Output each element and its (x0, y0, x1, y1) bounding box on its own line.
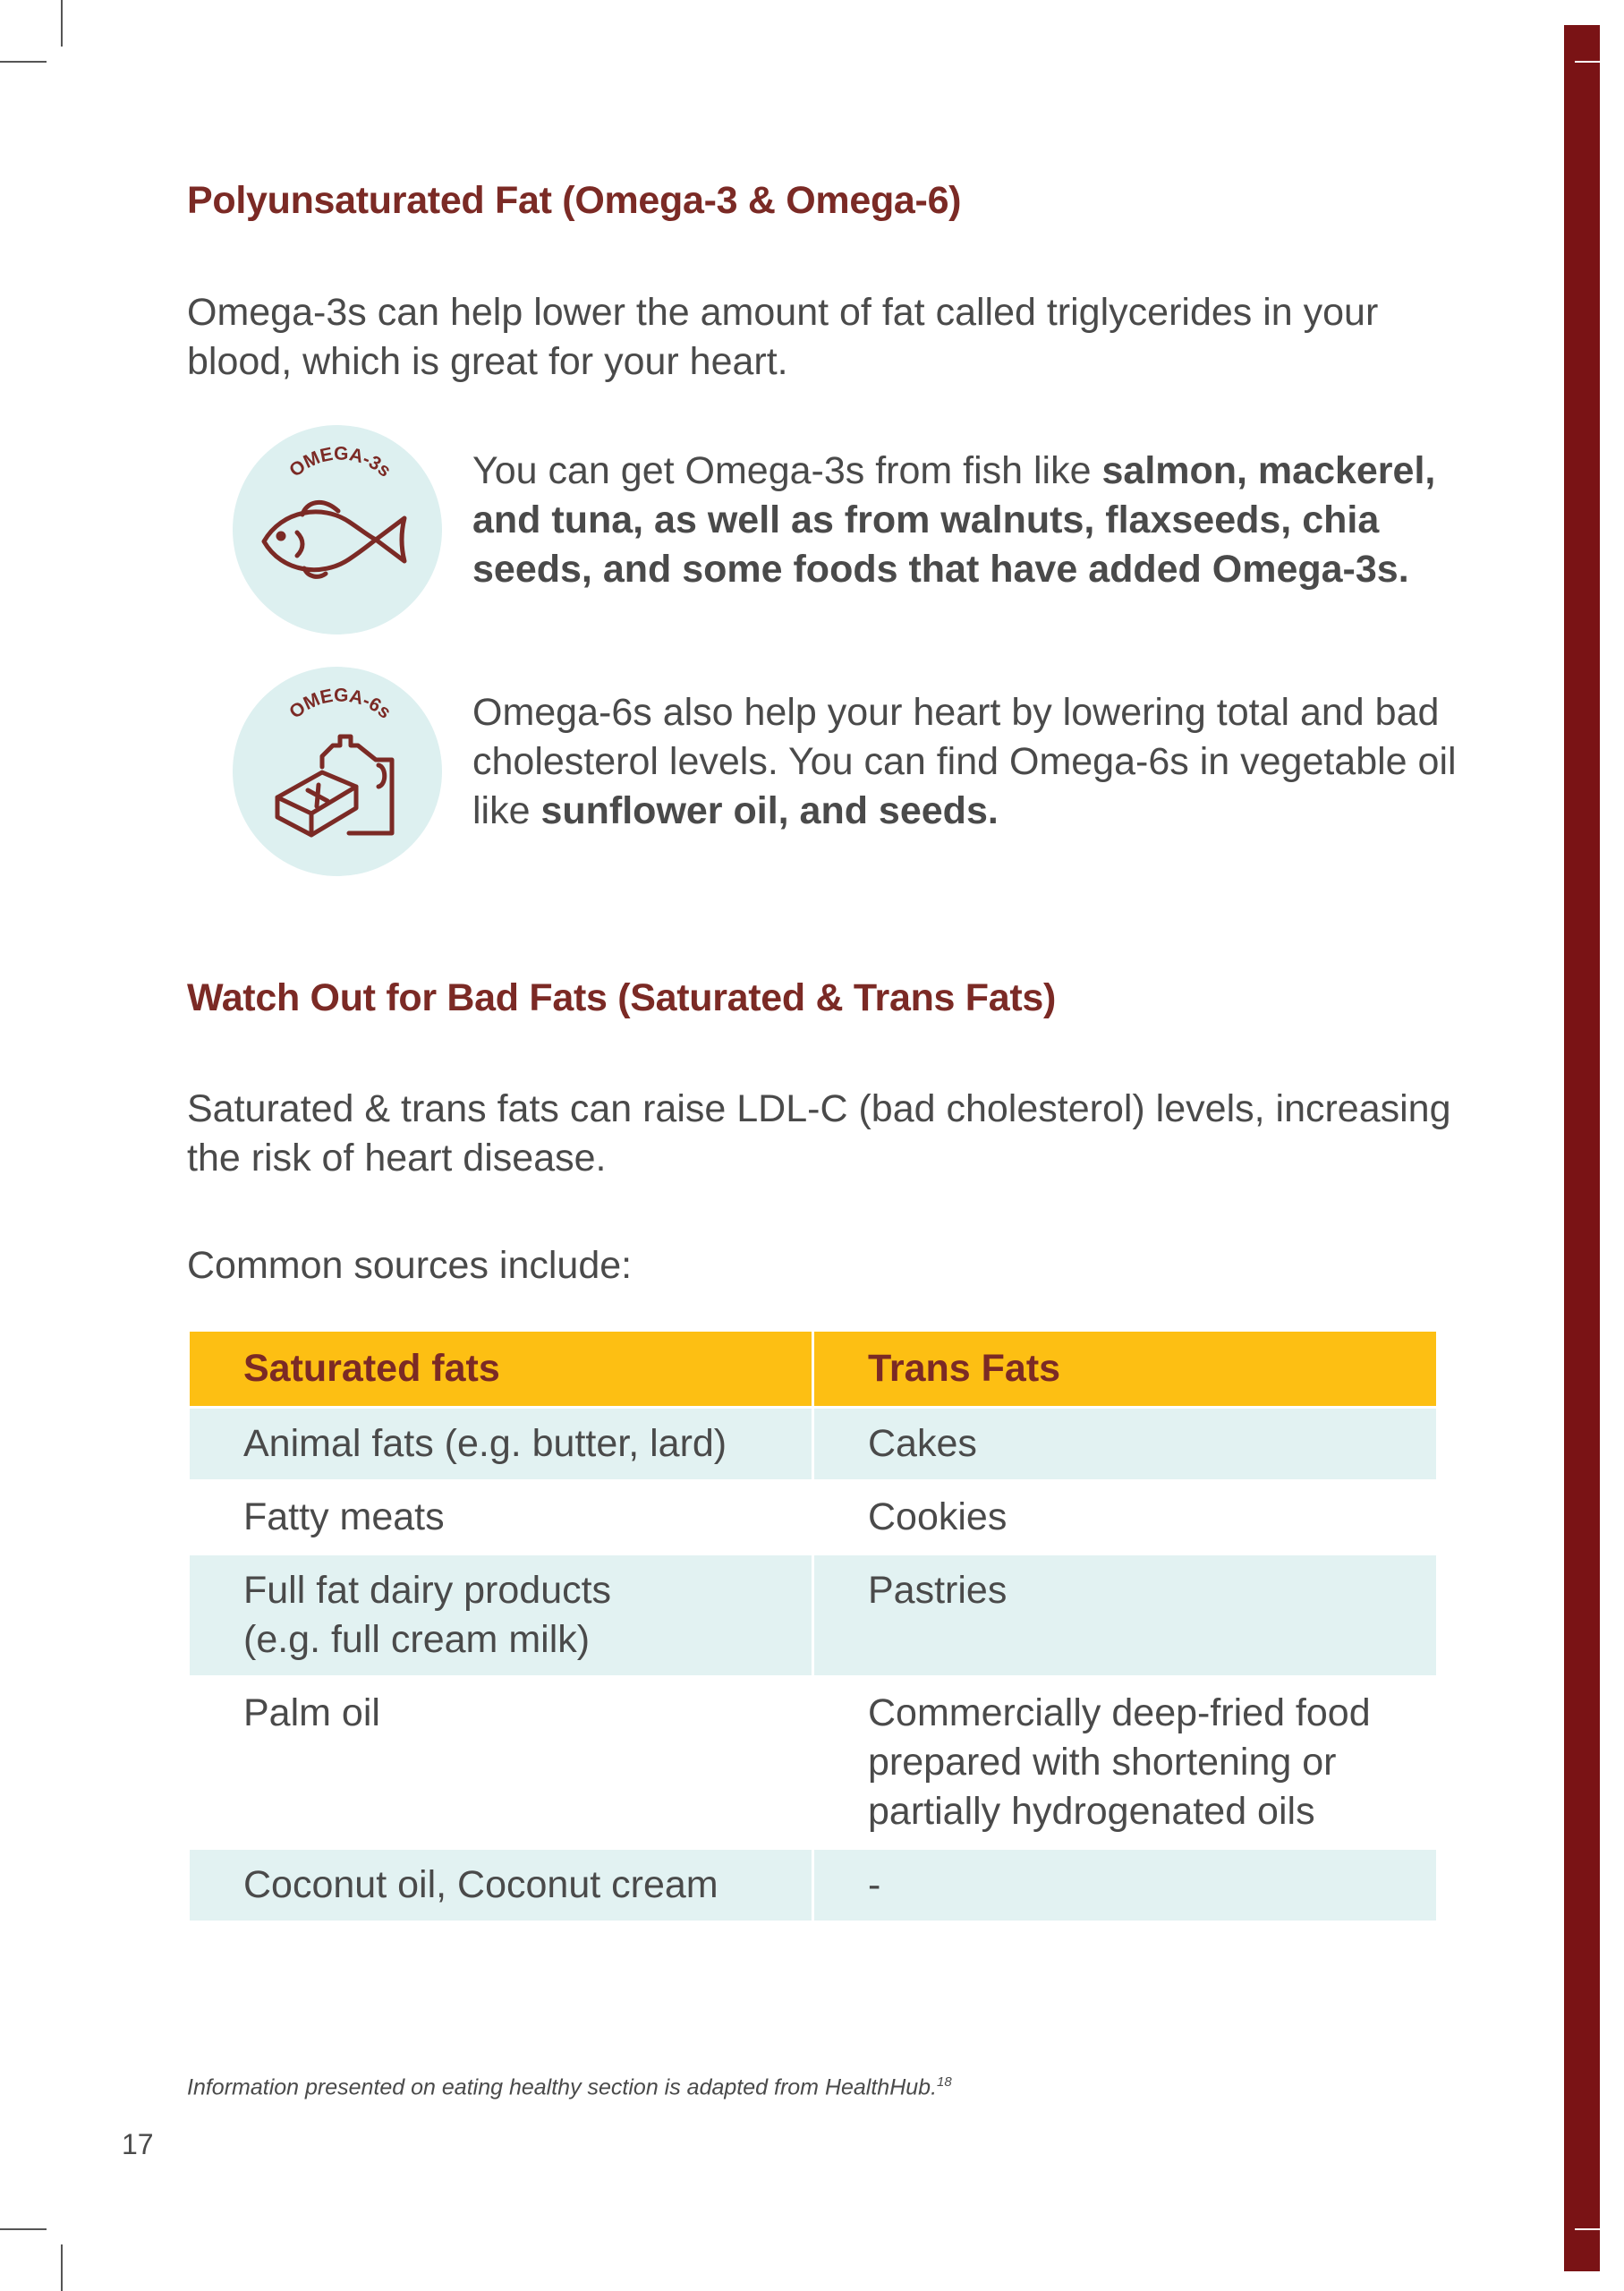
section-heading-polyunsaturated: Polyunsaturated Fat (Omega-3 & Omega-6) (187, 179, 962, 222)
table-cell: Full fat dairy products (e.g. full cream milk) (190, 1555, 812, 1675)
fats-table (187, 1329, 1439, 1923)
footnote-ref: 18 (937, 2074, 952, 2090)
table-cell: Cakes (814, 1409, 1436, 1479)
fish-icon (233, 425, 442, 634)
bad-fats-intro: Saturated & trans fats can raise LDL-C (bad cholesterol) levels, increasing the risk of heart disease. (187, 1087, 1451, 1180)
table-row (190, 1409, 1436, 1479)
table-cell: Palm oil (243, 1691, 380, 1734)
crop-mark (61, 2244, 63, 2291)
crop-mark (0, 2228, 47, 2230)
omega3-text (472, 447, 1501, 594)
omega6-text-plain: Omega-6s also help your heart by lowering total and bad cholesterol levels. You can find Omega-6s in vegetable oil like (472, 691, 1457, 832)
omega6-text-bold: sunflower oil, and seeds. (540, 789, 999, 832)
section-heading-bad-fats: Watch Out for Bad Fats (Saturated & Trans Fats) (187, 976, 1057, 1019)
omega3-text-plain: You can get Omega-3s from fish like (472, 449, 1102, 492)
table-cell: - (814, 1850, 1436, 1921)
omega6-badge-label: OMEGA-6s (285, 685, 395, 723)
table-cell: Fatty meats (243, 1495, 445, 1538)
omega6-badge (233, 667, 442, 876)
crop-mark (0, 61, 47, 63)
header-trans-fats: Trans Fats (814, 1332, 1436, 1406)
table-row (190, 1850, 1436, 1921)
common-sources-label: Common sources include: (187, 1244, 633, 1287)
table-cell: Coconut oil, Coconut cream (190, 1850, 812, 1921)
omega3-badge (233, 425, 442, 634)
crop-mark (61, 0, 63, 47)
polyunsaturated-intro: Omega-3s can help lower the amount of fat called triglycerides in your blood, which is great for your heart. (187, 291, 1379, 383)
omega3-text-bold: salmon, mackerel, and tuna, as well as from walnuts, flaxseeds, chia seeds, and some foods that have added Omega-3s. (472, 449, 1436, 591)
table-cell: Animal fats (e.g. butter, lard) (190, 1409, 812, 1479)
header-saturated-fats: Saturated fats (190, 1332, 812, 1406)
omega6-text (472, 688, 1501, 836)
omega3-item (233, 425, 1485, 640)
side-bar (1564, 25, 1600, 2271)
table-row (190, 1678, 1436, 1847)
omega6-item (233, 667, 1485, 881)
table-cell: Pastries (814, 1555, 1436, 1675)
table-cell: Commercially deep-fried food prepared with shortening or partially hydrogenated oils (868, 1691, 1371, 1833)
table-cell: Cookies (868, 1495, 1008, 1538)
omega3-badge-label: OMEGA-3s (285, 443, 395, 481)
footnote (187, 2074, 952, 2100)
crop-mark (1575, 2228, 1624, 2230)
oil-bottle-icon (233, 667, 442, 876)
footnote-text: Information presented on eating healthy section is adapted from HealthHub. (187, 2074, 938, 2100)
crop-mark (1575, 61, 1624, 63)
page-number: 17 (122, 2128, 154, 2160)
table-header-row (190, 1332, 1436, 1406)
table-row (190, 1482, 1436, 1553)
table-row (190, 1555, 1436, 1675)
